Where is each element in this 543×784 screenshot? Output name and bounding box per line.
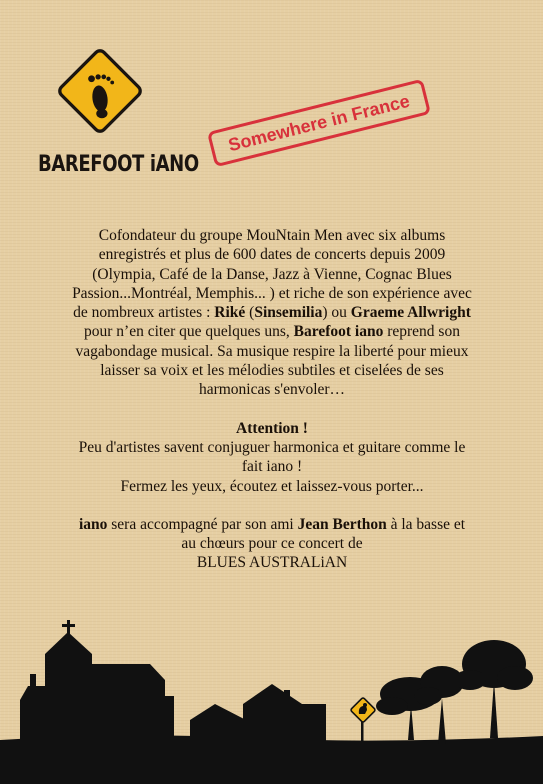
artist-graeme-allwright: Graeme Allwright: [350, 304, 471, 322]
road-sign-icon: [348, 695, 378, 725]
attention-heading: Attention !: [236, 419, 308, 437]
concert-title: BLUES AUSTRALiAN: [196, 554, 348, 572]
artist-barefoot-iano: Barefoot iano: [293, 323, 384, 341]
brand-name: BAREFOOT iANO: [38, 152, 199, 177]
attention-line-2: Fermez les yeux, écoutez et laissez-vous porter...: [120, 477, 424, 495]
bio-paragraph: Cofondateur du groupe MouNtain Men avec six albums enregistrés et plus de 600 dates de concerts depuis 2009 (Olympia, Café de la Danse, Jazz à Vienne, Cognac Blues Passion...Montréal, Memphis... ) et riche de son expérience avec de nombreux artistes : Riké (Sinsemilia) ou Graeme Allwright pour n’en citer que quelques uns, Barefoot iano reprend son vagabondage musical. Sa musique respire la liberté pour mieux laisser sa voix et les mélodies subtiles et ciselées de ses harmonicas s'envoler…: [72, 227, 472, 399]
concert-description: [72, 226, 472, 573]
attention-line-1: Peu d'artistes savent conjuguer harmonica et guitare comme le fait iano !: [78, 438, 466, 476]
artist-rike: Riké: [214, 304, 246, 322]
footprint-warning-sign-icon: [53, 44, 147, 138]
village-silhouette: [0, 620, 543, 784]
band-sinsemilia: Sinsemilia: [254, 304, 323, 322]
somewhere-in-france-stamp: Somewhere in France: [207, 79, 431, 168]
concert-info: iano sera accompagné par son ami Jean Berthon à la basse et au chœurs pour ce concert de: [78, 515, 466, 553]
artist-iano: iano: [78, 515, 108, 533]
artist-jean-berthon: Jean Berthon: [297, 515, 387, 533]
